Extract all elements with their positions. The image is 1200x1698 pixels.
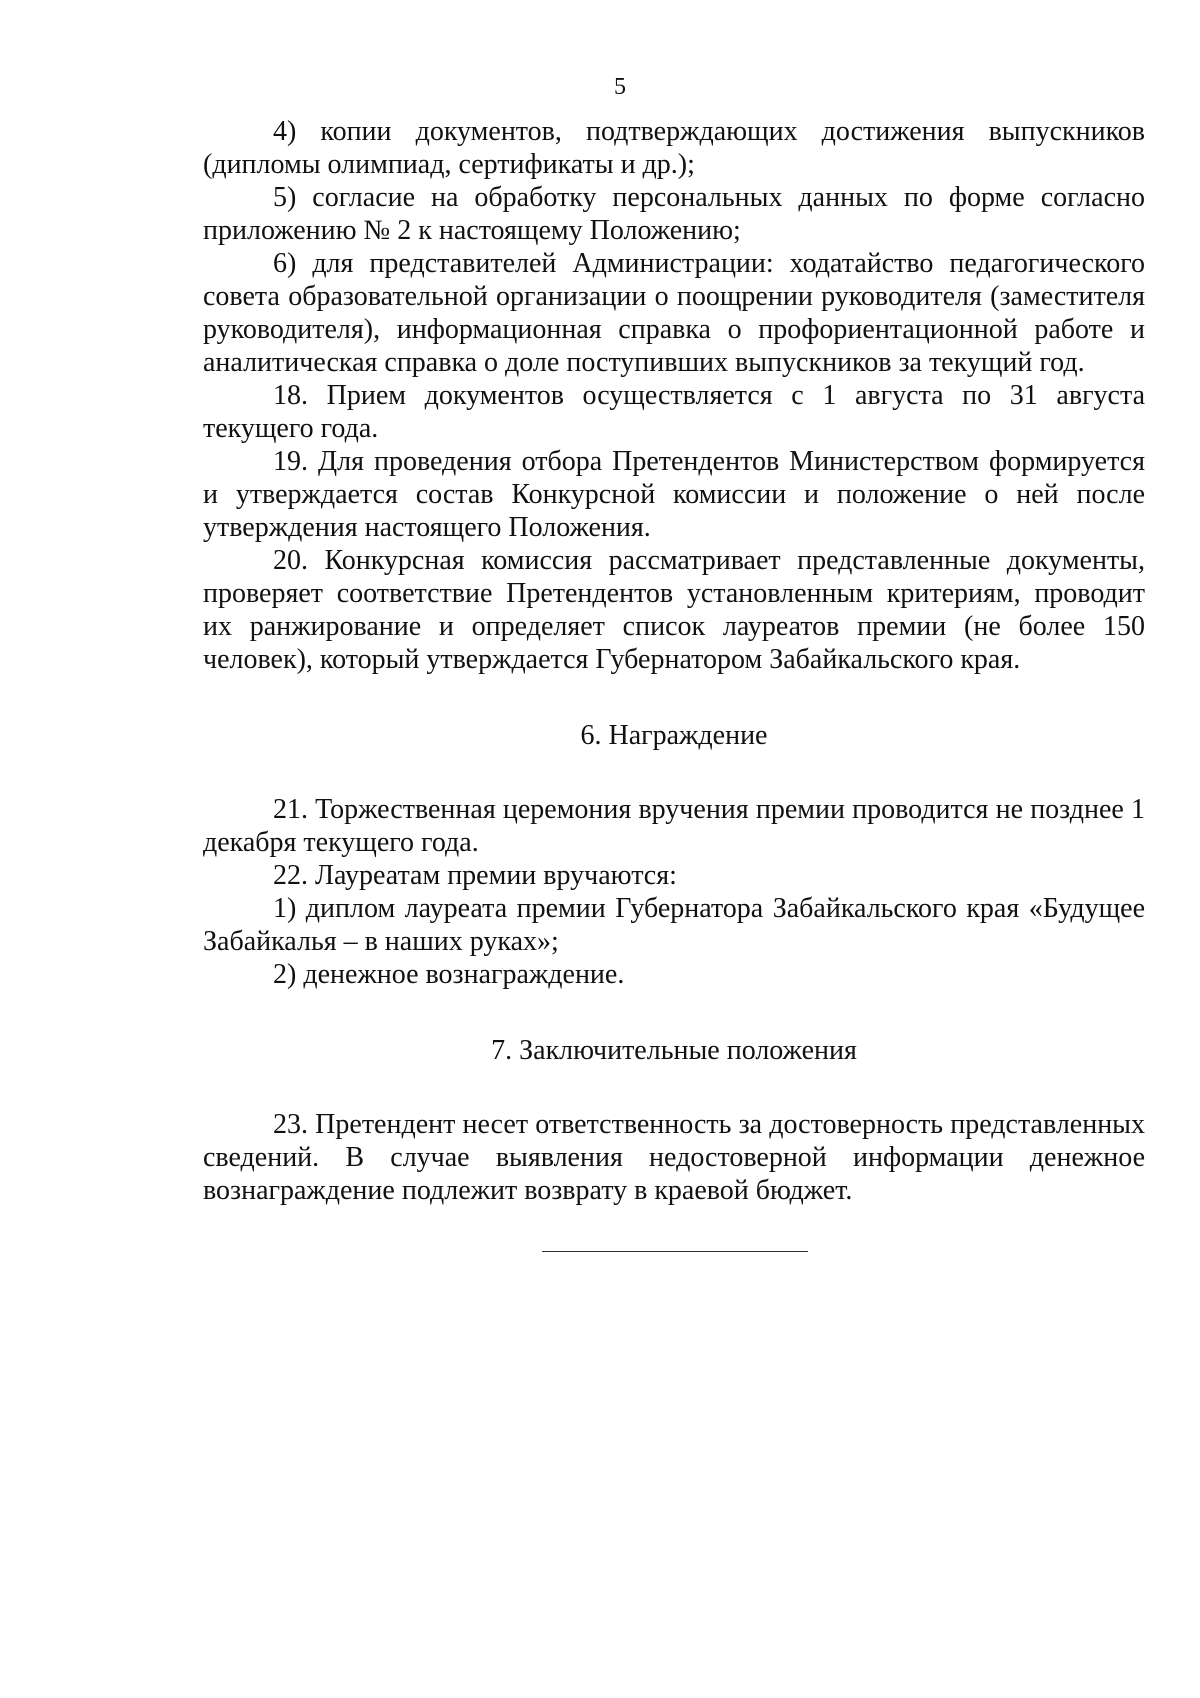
- paragraph-21: 21. Торжественная церемония вручения премии проводится не позднее 1 декабря текущего года.: [203, 794, 1145, 858]
- end-separator-line: [542, 1251, 808, 1252]
- paragraph-item-6: 6) для представителей Администрации: ходатайство педагогического совета образовательной организации о поощрении руководителя (заместителя руководителя), информационная справка о профориентационной работе и аналитическая справка о доле поступивших выпускников за текущий год.: [203, 248, 1145, 378]
- document-body: [203, 115, 1145, 1207]
- paragraph-award-2: 2) денежное вознаграждение.: [273, 959, 625, 990]
- paragraph-item-5: 5) согласие на обработку персональных данных по форме согласно приложению № 2 к настоящему Положению;: [203, 182, 1145, 246]
- paragraph-20: 20. Конкурсная комиссия рассматривает представленные документы, проверяет соответствие Претендентов установленным критериям, проводит их ранжирование и определяет список лауреатов премии (не более 150 человек), который утверждается Губернатором Забайкальского края.: [203, 545, 1145, 675]
- page-number: 5: [614, 74, 626, 100]
- section-heading-7: 7. Заключительные положения: [491, 1035, 857, 1066]
- paragraph-18: 18. Прием документов осуществляется с 1 августа по 31 августа текущего года.: [203, 380, 1145, 444]
- paragraph-22: 22. Лауреатам премии вручаются:: [273, 860, 677, 891]
- paragraph-item-4: 4) копии документов, подтверждающих достижения выпускников (дипломы олимпиад, сертификаты и др.);: [203, 116, 1145, 180]
- paragraph-19: 19. Для проведения отбора Претендентов Министерством формируется и утверждается состав Конкурсной комиссии и положение о ней после утверждения настоящего Положения.: [203, 446, 1145, 543]
- paragraph-award-1: 1) диплом лауреата премии Губернатора Забайкальского края «Будущее Забайкалья – в наших руках»;: [203, 893, 1145, 957]
- section-heading-6: 6. Награждение: [580, 720, 768, 751]
- paragraph-23: 23. Претендент несет ответственность за достоверность представленных сведений. В случае выявления недостоверной информации денежное вознаграждение подлежит возврату в краевой бюджет.: [203, 1109, 1145, 1206]
